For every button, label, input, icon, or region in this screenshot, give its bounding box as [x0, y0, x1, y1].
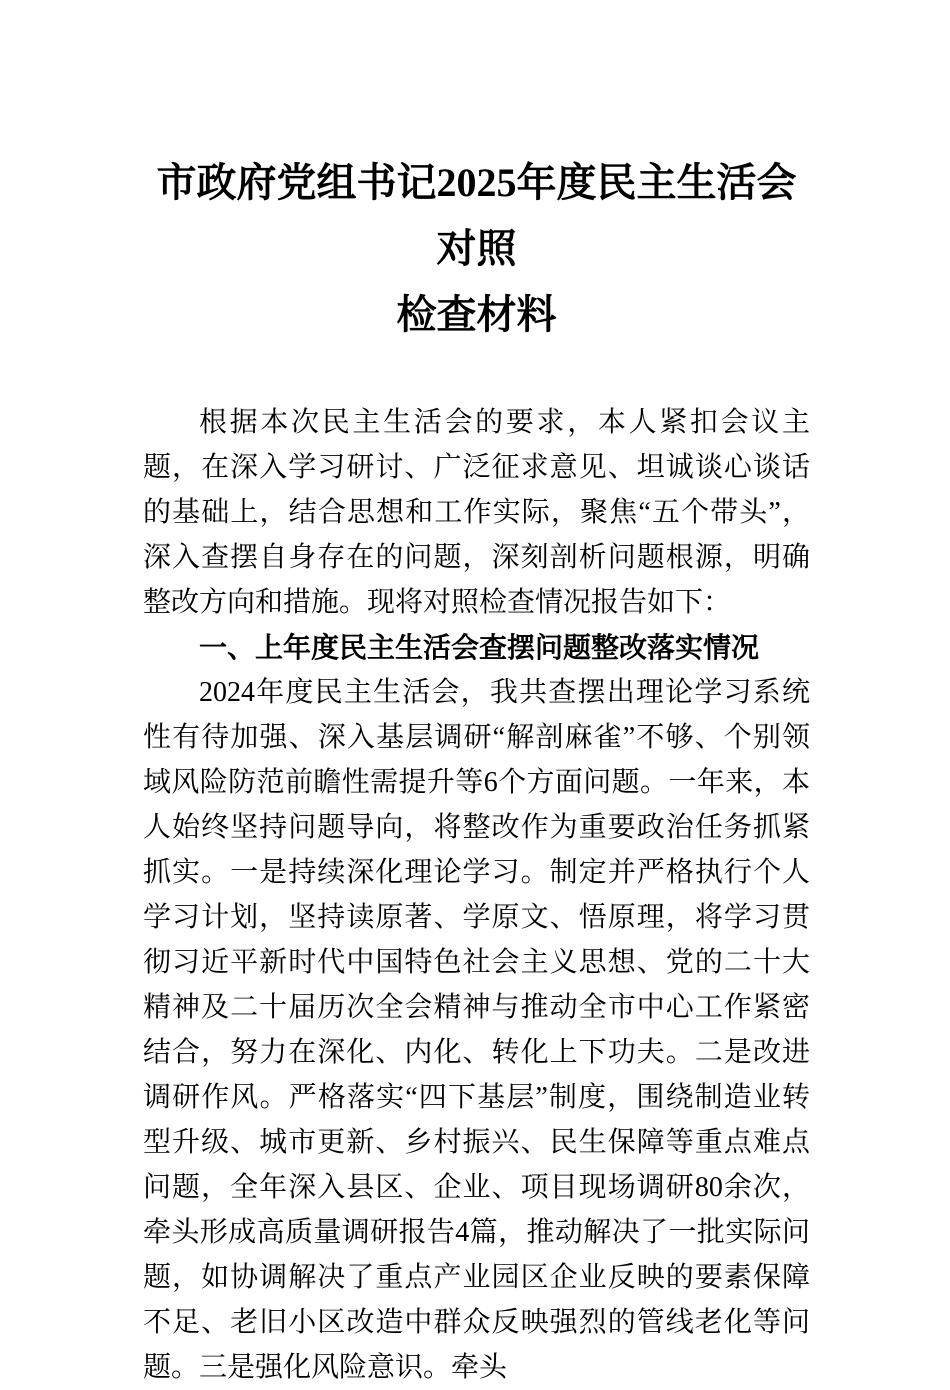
section-1-paragraph: 2024年度民主生活会，我共查摆出理论学习系统性有待加强、深入基层调研“解剖麻雀”不够、个别领域风险防范前瞻性需提升等6个方面问题。一年来，本人始终坚持问题导向，将整改作为重要政治任务抓紧抓实。一是持续深化理论学习。制定并严格执行个人学习计划，坚持读原著、学原文、悟原理，将学习贯彻习近平新时代中国特色社会主义思想、党的二十大精神及二十届历次全会精神与推动全市中心工作紧密结合，努力在深化、内化、转化上下功夫。二是改进调研作风。严格落实“四下基层”制度，围绕制造业转型升级、城市更新、乡村振兴、民生保障等重点难点问题，全年深入县区、企业、项目现场调研80余次，牵头形成高质量调研报告4篇，推动解决了一批实际问题，如协调解决了重点产业园区企业反映的要素保障不足、老旧小区改造中群众反映强烈的管线老化等问题。三是强化风险意识。牵头: [143, 677, 810, 1383]
document-title-line-2: 检查材料: [396, 292, 557, 337]
document-title-line-1: 市政府党组书记2025年度民主生活会对照: [156, 160, 797, 271]
intro-paragraph: 根据本次民主生活会的要求，本人紧扣会议主题，在深入学习研讨、广泛征求意见、坦诚谈心谈话的基础上，结合思想和工作实际，聚焦“五个带头”，深入查摆自身存在的问题，深刻剖析问题根源，明确整改方向和措施。现将对照检查情况报告如下：: [143, 407, 810, 618]
section-1-heading: 一、上年度民主生活会查摆问题整改落实情况: [199, 632, 760, 663]
document-title: [143, 150, 810, 348]
